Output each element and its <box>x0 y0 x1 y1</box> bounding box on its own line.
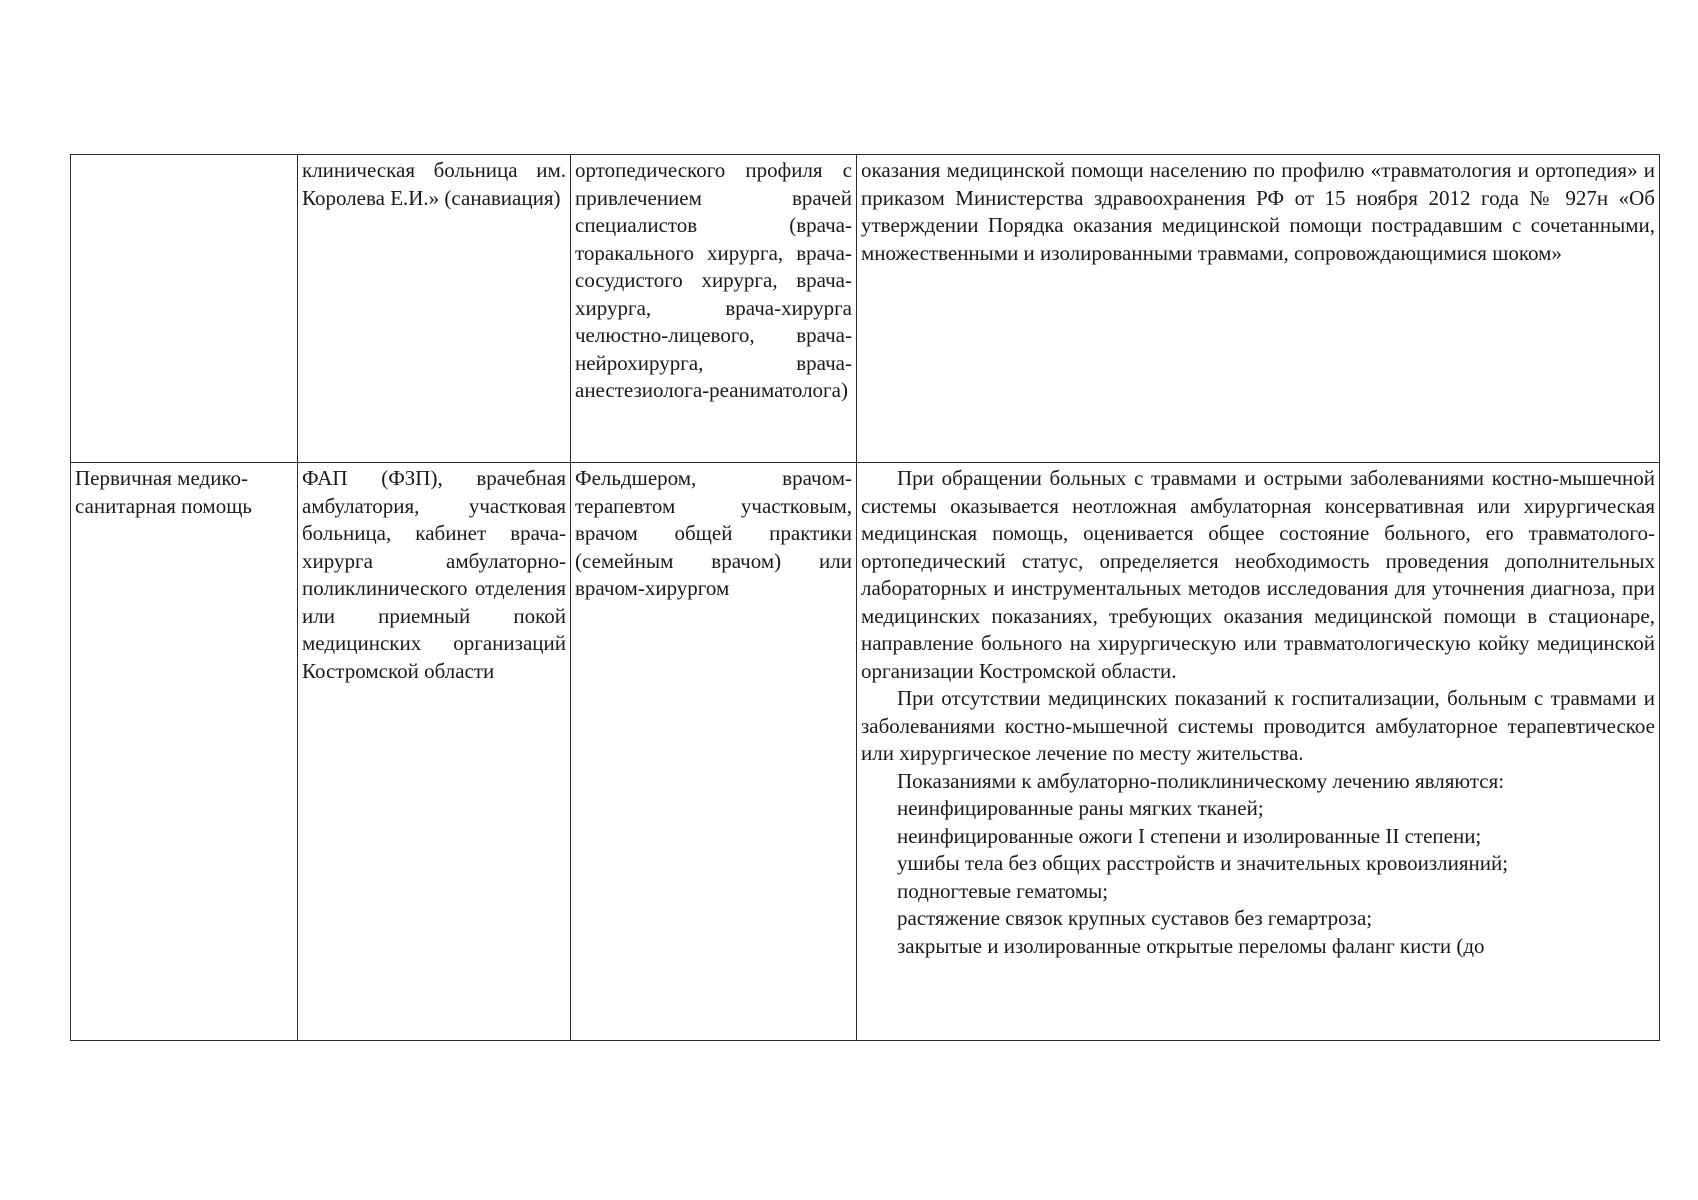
list-item: растяжение связок крупных суставов без гемартроза; <box>897 906 1373 930</box>
list-item: закрытые и изолированные открытые переломы фаланг кисти (до <box>897 933 1485 958</box>
cell-specialists: ортопедического профиля с привлечением врачей специалистов (врача-торакального хирурга, врача-сосудистого хирурга, врача-хирурга, врача-хирурга челюстно-лицевого, врача-нейрохирурга, врача-анестезиолога-реаниматолога) <box>571 155 857 463</box>
document-table <box>70 154 1660 1041</box>
list-item: неинфицированные ожоги I степени и изолированные II степени; <box>897 823 1482 848</box>
cell-description <box>857 463 1660 1041</box>
cell-organization: клиническая больница им. Королева Е.И.» (санавиация) <box>298 155 571 463</box>
list-item: неинфицированные раны мягких тканей; <box>897 796 1264 820</box>
list-item: подногтевые гематомы; <box>897 878 1109 903</box>
paragraph: При отсутствии медицинских показаний к госпитализации, больным с травмами и заболеваниями костно-мышечной системы проводится амбулаторное терапевтическое или хирургическое лечение по месту жительства. <box>861 686 1655 765</box>
cell-care-level: Первичная медико-санитарная помощь <box>71 463 298 1041</box>
paragraph: При обращении больных с травмами и острыми заболеваниями костно-мышечной системы оказывается неотложная амбулаторная консервативная или хирургическая медицинская помощь, оценивается общее состояние больного, его травматолого-ортопедический статус, определяется необходимость проведения дополнительных лабораторных и инструментальных методов исследования для уточнения диагноза, при медицинских показаниях, требующих оказания медицинской помощи в стационаре, направление больного на хирургическую или травматологическую койку медицинской организации Костромской области. <box>861 466 1655 683</box>
cell-organization: ФАП (ФЗП), врачебная амбулатория, участковая больница, кабинет врача-хирурга амбулаторно-поликлинического отделения или приемный покой медицинских организаций Костромской области <box>298 463 571 1041</box>
table-row <box>71 155 1660 463</box>
cell-specialists: Фельдшером, врачом-терапевтом участковым, врачом общей практики (семейным врачом) или врачом-хирургом <box>571 463 857 1041</box>
cell-description: оказания медицинской помощи населению по профилю «травматология и ортопедия» и приказом Министерства здравоохранения РФ от 15 ноября 2012 года № 927н «Об утверждении Порядка оказания медицинской помощи пострадавшим с сочетанными, множественными и изолированными травмами, сопровождающимися шоком» <box>857 155 1660 463</box>
cell-care-level <box>71 155 298 463</box>
list-intro: Показаниями к амбулаторно-поликлиническому лечению являются: <box>897 768 1505 793</box>
table-row <box>71 463 1660 1041</box>
list-item: ушибы тела без общих расстройств и значительных кровоизлияний; <box>897 851 1509 875</box>
